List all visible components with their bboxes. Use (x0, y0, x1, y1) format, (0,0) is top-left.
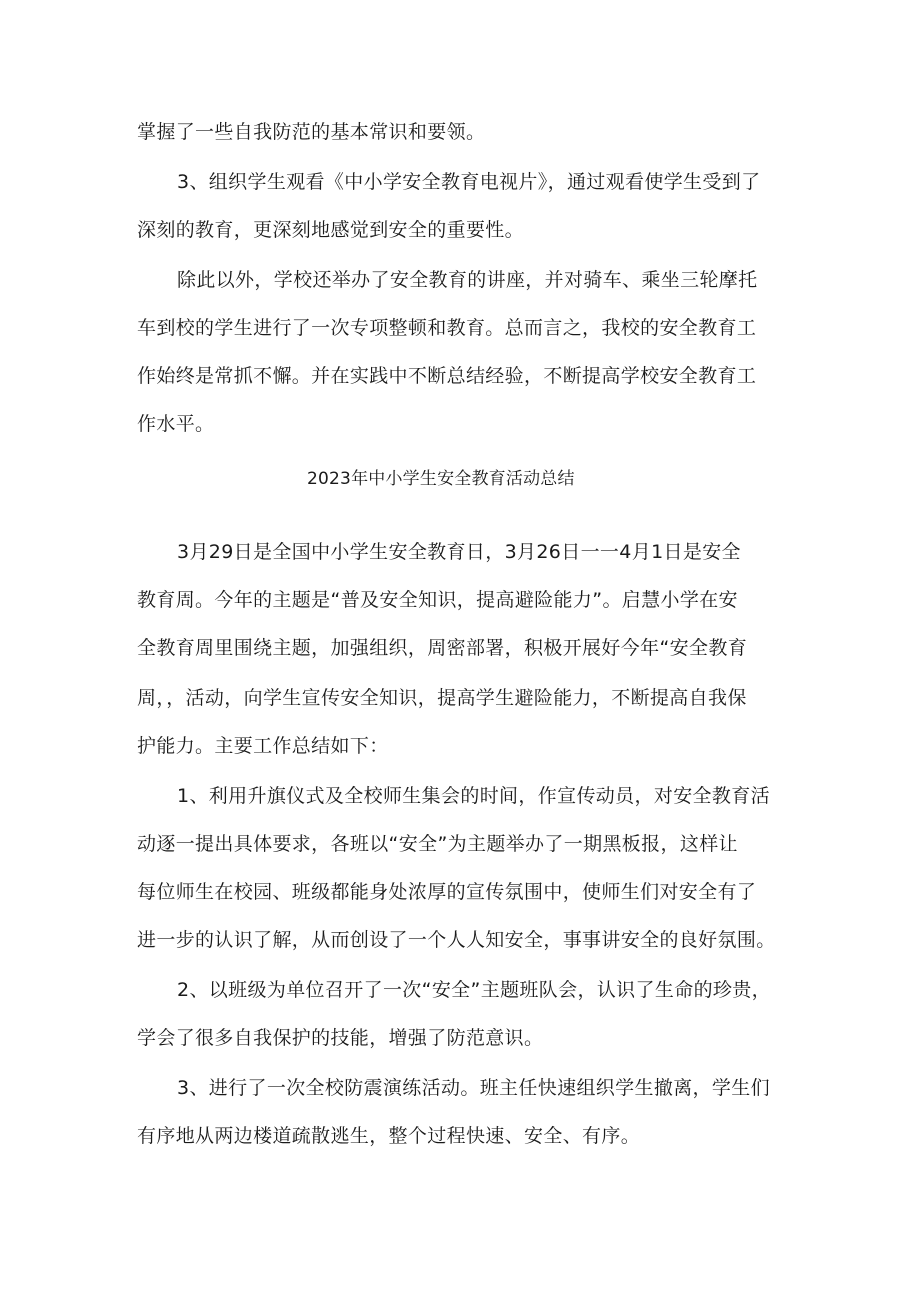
text-line: 护能力。主要工作总结如下： (137, 735, 389, 757)
text-line: 除此以外，学校还举办了安全教育的讲座，并对骑车、乘坐三轮摩托 (177, 269, 758, 291)
text-line: 作始终是常抓不懈。并在实践中不断总结经验，不断提高学校安全教育工 (137, 365, 757, 387)
section-title: 2023年中小学生安全教育活动总结 (307, 469, 575, 489)
text-line: 掌握了一些自我防范的基本常识和要领。 (137, 121, 486, 143)
text-line: 周，，活动，向学生宣传安全知识，提高学生避险能力，不断提高自我保 (137, 687, 747, 709)
text-line: 全教育周里围绕主题，加强组织，周密部署，积极开展好今年“安全教育 (137, 637, 748, 659)
text-line: 3、组织学生观看《中小学安全教育电视片》，通过观看使学生受到了 (177, 171, 761, 193)
text-line: 1、利用升旗仪式及全校师生集会的时间，作宣传动员，对安全教育活 (177, 785, 770, 807)
text-line: 学会了很多自我保护的技能，增强了防范意识。 (137, 1027, 544, 1049)
text-line: 车到校的学生进行了一次专项整顿和教育。总而言之，我校的安全教育工 (137, 317, 757, 339)
text-line: 深刻的教育，更深刻地感觉到安全的重要性。 (137, 219, 525, 241)
text-line: 教育周。今年的主题是“普及安全知识，提高避险能力”。启慧小学在安 (137, 589, 738, 611)
text-line: 动逐一提出具体要求，各班以“安全”为主题举办了一期黑板报，这样让 (137, 833, 738, 855)
text-line: 作水平。 (137, 413, 215, 435)
text-line: 进一步的认识了解，从而创设了一个人人知安全，事事讲安全的良好氛围。 (137, 929, 776, 951)
text-line: 3、进行了一次全校防震演练活动。班主任快速组织学生撤离，学生们 (177, 1077, 770, 1099)
text-line: 3月29日是全国中小学生安全教育日，3月26日一一4月1日是安全 (177, 541, 741, 563)
text-line: 有序地从两边楼道疏散逃生，整个过程快速、安全、有序。 (137, 1125, 641, 1147)
text-line: 每位师生在校园、班级都能身处浓厚的宣传氛围中，使师生们对安全有了 (137, 881, 757, 903)
text-line: 2、以班级为单位召开了一次“安全”主题班队会，认识了生命的珍贵， (177, 979, 771, 1001)
